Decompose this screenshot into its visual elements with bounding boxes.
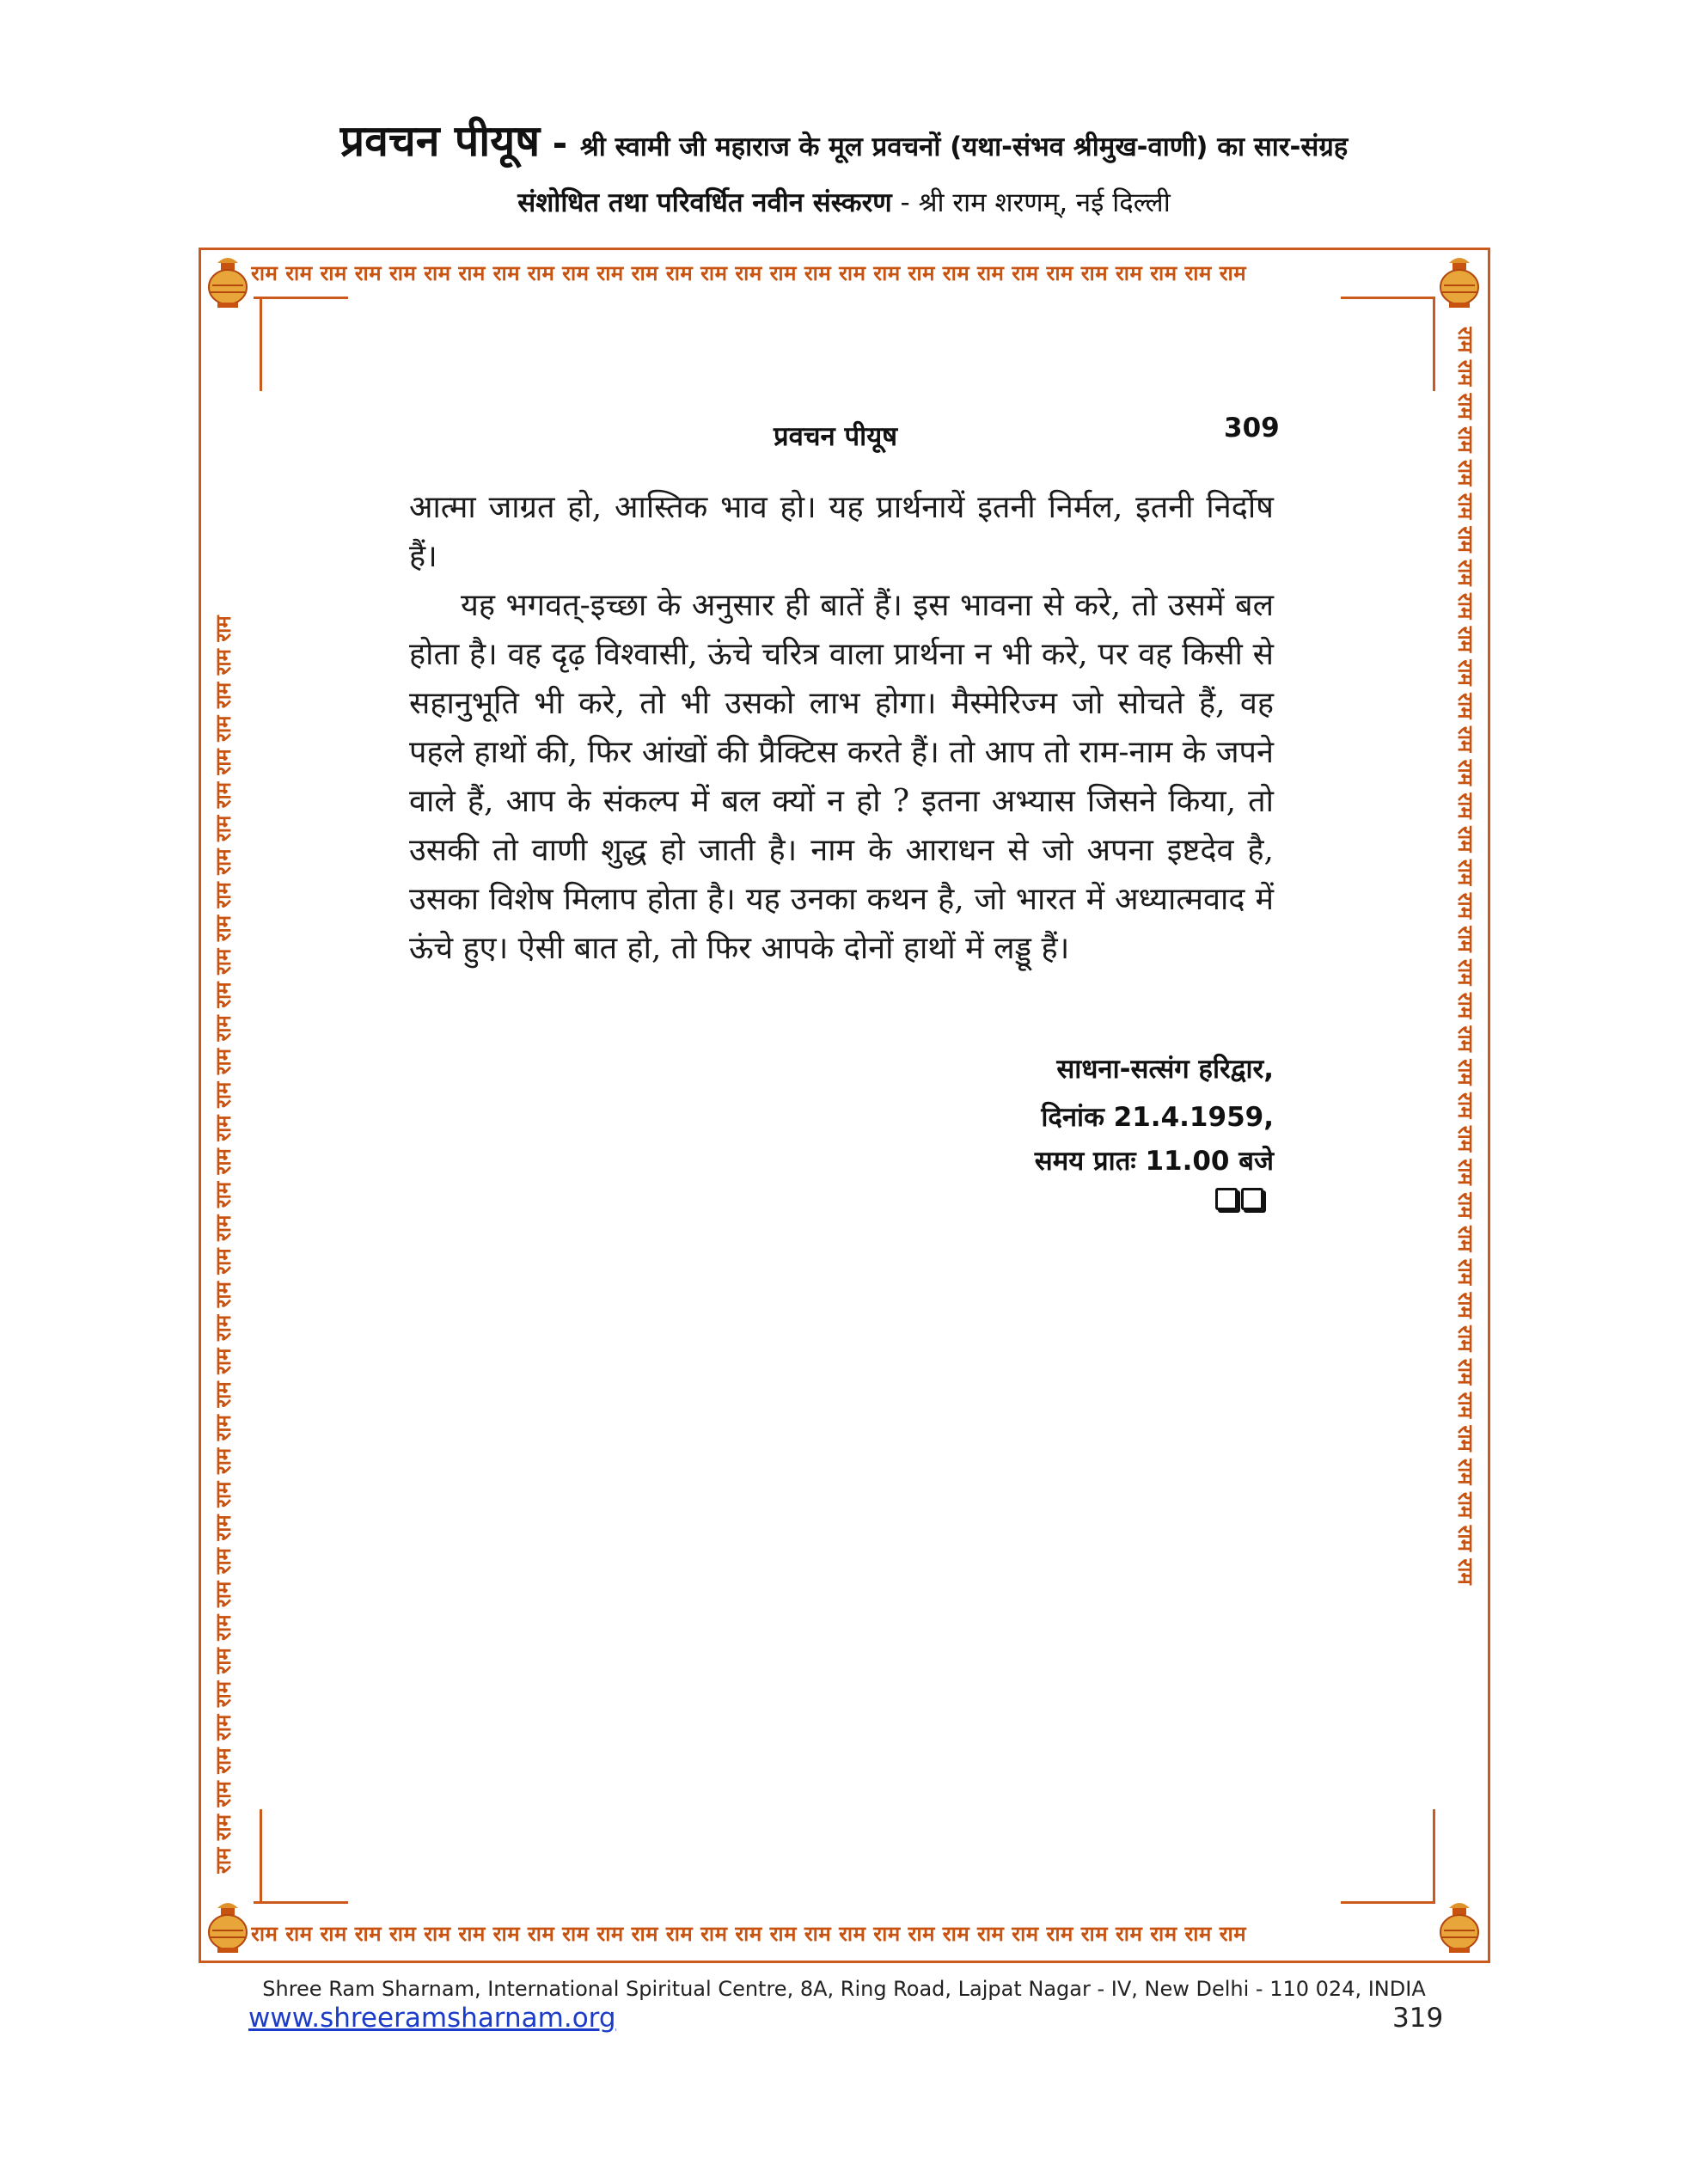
frame-accent-line xyxy=(1341,1901,1435,1904)
ram-border-top: राम राम राम राम राम राम राम राम राम राम राम राम राम राम राम राम राम राम राम राम राम राम राम राम राम राम राम राम राम xyxy=(251,261,1247,285)
frame-accent-line xyxy=(1341,297,1435,299)
paragraph: आत्मा जाग्रत हो, आस्तिक भाव हो। यह प्रार्थनायें इतनी निर्मल, इतनी निर्दोष हैं। xyxy=(409,490,1274,574)
signature-date: दिनांक 21.4.1959, xyxy=(1041,1102,1274,1133)
frame-accent-line xyxy=(254,1901,348,1904)
ram-border-right-text: राम राम राम राम राम राम राम राम राम राम राम राम राम राम राम राम राम राम राम राम राम राम राम राम राम राम राम राम राम राम राम राम राम राम राम राम राम राम xyxy=(1453,327,1477,1585)
document-header xyxy=(0,110,1688,168)
edition-publisher: - श्री राम शरणम्, नई दिल्ली xyxy=(891,187,1171,218)
end-mark-icon xyxy=(1215,1188,1263,1210)
ram-border-right xyxy=(1451,327,1480,1874)
running-head: प्रवचन पीयूष xyxy=(774,421,898,452)
kalash-icon xyxy=(202,251,254,311)
ram-border-bottom: राम राम राम राम राम राम राम राम राम राम राम राम राम राम राम राम राम राम राम राम राम राम राम राम राम राम राम राम राम xyxy=(251,1922,1247,1946)
header-separator: - xyxy=(540,122,580,164)
frame-accent-line xyxy=(260,1809,262,1904)
body-text xyxy=(409,483,1274,973)
book-subtitle: श्री स्वामी जी महाराज के मूल प्रवचनों (यथा-संभव श्रीमुख-वाणी) का सार-संग्रह xyxy=(579,132,1349,162)
frame-accent-line xyxy=(254,297,348,299)
footer-address: Shree Ram Sharnam, International Spiritual Centre, 8A, Ring Road, Lajpat Nagar - IV, New Delhi - 110 024, INDIA xyxy=(262,1977,1426,2001)
signature-time: समय प्रातः 11.00 बजे xyxy=(1034,1146,1274,1177)
kalash-icon xyxy=(1434,251,1485,311)
book-title: प्रवचन पीयूष xyxy=(339,116,541,166)
frame-accent-line xyxy=(260,297,262,391)
signature-place: साधना-सत्संग हरिद्वार, xyxy=(1056,1054,1274,1085)
edition-label: संशोधित तथा परिवर्धित नवीन संस्करण xyxy=(517,187,892,218)
frame-accent-line xyxy=(1433,1809,1435,1904)
kalash-icon xyxy=(202,1896,254,1956)
kalash-icon xyxy=(1434,1896,1485,1956)
ram-border-left-text: राम राम राम राम राम राम राम राम राम राम राम राम राम राम राम राम राम राम राम राम राम राम राम राम राम राम राम राम राम राम राम राम राम राम राम राम राम राम xyxy=(211,615,235,1874)
footer-page-number: 319 xyxy=(1392,2003,1444,2034)
website-link[interactable]: www.shreeramsharnam.org xyxy=(248,2003,616,2034)
ram-border-left xyxy=(209,327,238,1874)
paragraph: यह भगवत्-इच्छा के अनुसार ही बातें हैं। इस भावना से करे, तो उसमें बल होता है। वह दृढ़ विश्वासी, ऊंचे चरित्र वाला प्रार्थना न भी करे, पर वह किसी से सहानुभूति भी करे, तो भी उसको लाभ होगा। मैस्मेरिज्म जो सोचते हैं, वह पहले हाथों की, फिर आंखों की प्रैक्टिस करते हैं। तो आप तो राम-नाम के जपने वाले हैं, आप के संकल्प में बल क्यों न हो ? इतना अभ्यास जिसने किया, तो उसकी तो वाणी शुद्ध हो जाती है। नाम के आराधन से जो अपना इष्टदेव है, उसका विशेष मिलाप होता है। यह उनका कथन है, जो भारत में अध्यात्मवाद में ऊंचे हुए। ऐसी बात हो, तो फिर आपके दोनों हाथों में लड्डू हैं। xyxy=(409,588,1274,966)
inner-page-number: 309 xyxy=(1224,413,1280,444)
edition-line xyxy=(0,184,1688,220)
